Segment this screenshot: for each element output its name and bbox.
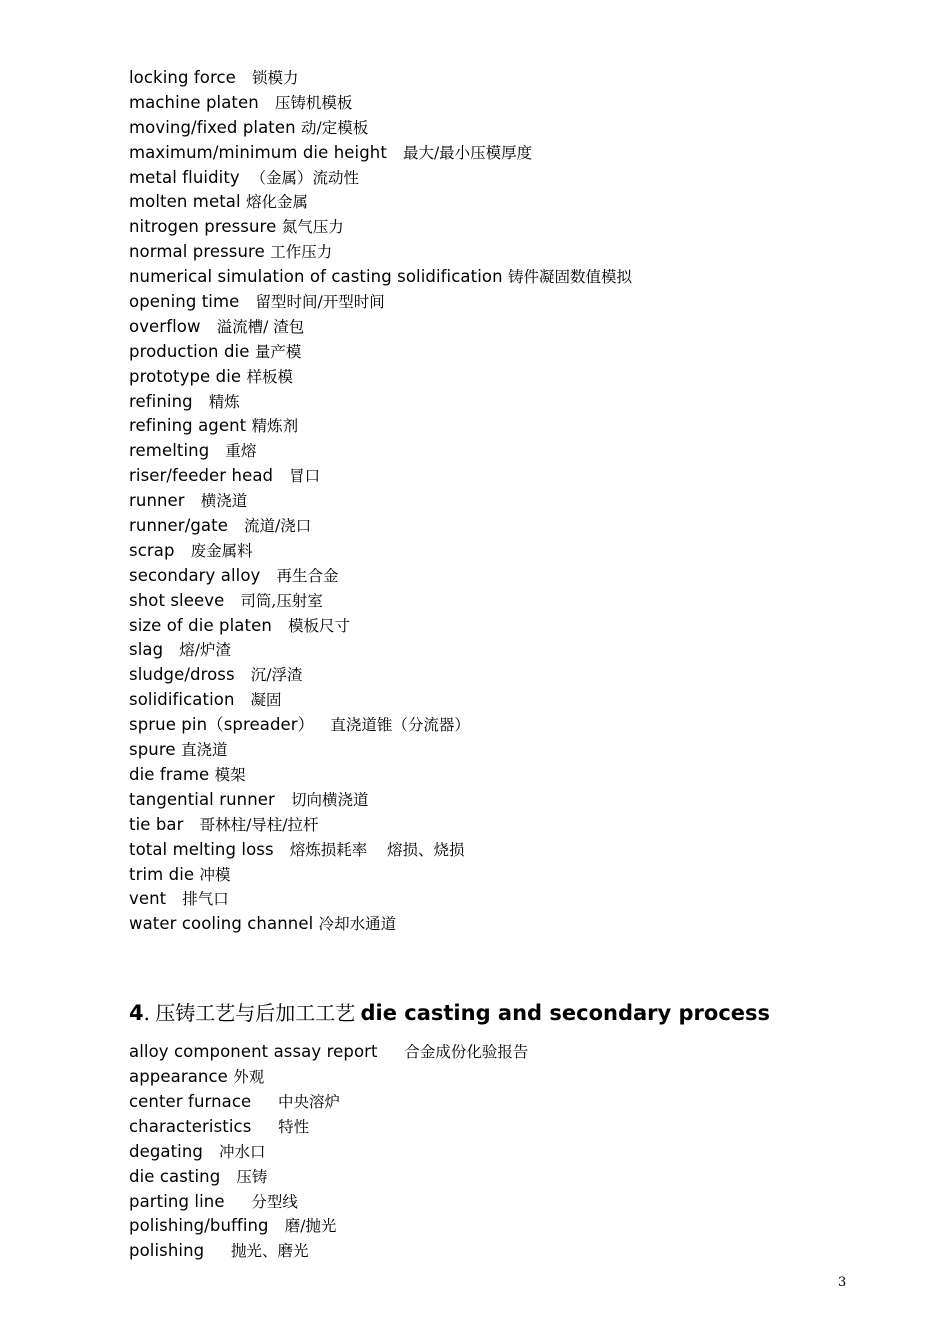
term-english: locking force (129, 68, 236, 87)
term-chinese: 冒口 (289, 467, 321, 486)
term-english: refining (129, 391, 193, 411)
section-4-list (129, 1040, 889, 1264)
term-chinese: 铸件凝固数值模拟 (508, 268, 633, 287)
term-chinese: 抛光、磨光 (230, 1242, 309, 1261)
term-entry (129, 863, 889, 888)
term-chinese: 氮气压力 (281, 218, 344, 237)
term-entry (129, 589, 889, 614)
term-chinese: 分型线 (251, 1192, 298, 1211)
section-number-dot: . (143, 1001, 150, 1026)
term-separator (275, 790, 291, 809)
term-chinese: 再生合金 (276, 566, 339, 585)
term-entry (129, 464, 889, 489)
term-chinese: 凝固 (250, 691, 282, 710)
term-separator (175, 541, 191, 560)
term-entry (129, 116, 889, 141)
term-chinese: 合金成份化验报告 (404, 1043, 529, 1062)
term-chinese: 流道/浇口 (244, 517, 312, 536)
term-english: refining agent (129, 416, 247, 436)
term-english: prototype die (129, 366, 242, 386)
term-chinese: 模板尺寸 (287, 616, 350, 635)
term-entry (129, 265, 889, 290)
term-english: polishing/buffing (129, 1216, 269, 1236)
term-english: polishing (129, 1241, 205, 1261)
term-entry (129, 215, 889, 240)
term-entry (129, 1140, 889, 1165)
term-chinese: 溢流槽/ 渣包 (216, 317, 305, 336)
term-chinese: 样板模 (246, 367, 294, 386)
term-separator (235, 665, 251, 684)
term-english: trim die (129, 864, 195, 884)
term-english: sludge/dross (129, 665, 235, 685)
term-separator (209, 441, 225, 460)
term-entry (129, 887, 889, 912)
section-number: 4 (129, 1001, 144, 1026)
term-english: characteristics (129, 1116, 252, 1136)
term-chinese: 工作压力 (270, 243, 333, 262)
term-english: sprue pin（spreader） (129, 715, 315, 735)
term-chinese: 冲模 (199, 865, 231, 884)
term-entry (129, 365, 889, 390)
term-entry (129, 141, 889, 166)
term-chinese: 压铸 (236, 1167, 268, 1186)
term-entry (129, 489, 889, 514)
term-english: overflow (129, 316, 201, 336)
term-entry (129, 688, 889, 713)
term-separator (203, 1142, 219, 1161)
document-page (129, 66, 889, 1264)
term-separator (378, 1042, 405, 1061)
term-separator (166, 889, 182, 908)
term-separator (163, 640, 179, 659)
term-separator (387, 143, 403, 162)
term-english: maximum/minimum die height (129, 142, 387, 162)
term-separator (260, 566, 276, 585)
term-english: vent (129, 889, 167, 909)
term-english: opening time (129, 292, 240, 312)
term-chinese: 锁模力 (251, 69, 299, 87)
term-chinese: 量产模 (254, 342, 302, 361)
term-chinese: 磨/抛光 (284, 1217, 337, 1236)
term-english: water cooling channel (129, 914, 314, 934)
term-english: normal pressure (129, 242, 265, 262)
term-english: secondary alloy (129, 565, 261, 585)
term-entry (129, 190, 889, 215)
term-english: numerical simulation of casting solidification (129, 267, 503, 287)
term-separator (274, 840, 290, 859)
term-chinese: 司筒,压射室 (240, 591, 323, 610)
term-separator (193, 392, 209, 411)
term-english: scrap (129, 540, 175, 560)
term-english: alloy component assay report (129, 1042, 378, 1062)
term-entry (129, 1214, 889, 1239)
term-separator (235, 690, 251, 709)
term-separator (251, 1117, 278, 1136)
term-chinese: 冷却水通道 (318, 915, 397, 934)
term-entry (129, 763, 889, 788)
term-separator (220, 1167, 236, 1186)
term-english: runner/gate (129, 516, 228, 536)
term-separator (239, 292, 255, 311)
term-entry (129, 1239, 889, 1264)
term-english: riser/feeder head (129, 466, 274, 486)
term-entry (129, 1190, 889, 1215)
term-english: runner (129, 491, 185, 511)
section-4-heading (129, 994, 889, 1032)
term-separator (204, 1241, 231, 1260)
term-separator (251, 1092, 278, 1111)
term-english: appearance (129, 1067, 228, 1087)
term-separator (201, 317, 217, 336)
section-title-en: die casting and secondary process (360, 1001, 771, 1026)
section-title-zh: 压铸工艺与后加工工艺 (155, 1001, 356, 1026)
term-entry (129, 315, 889, 340)
term-separator (185, 491, 201, 510)
term-entry (129, 414, 889, 439)
term-entry (129, 166, 889, 191)
term-entry (129, 813, 889, 838)
term-entry (129, 838, 889, 863)
section-gap (129, 937, 889, 994)
term-english: production die (129, 341, 250, 361)
term-english: slag (129, 640, 164, 660)
term-separator (259, 93, 275, 112)
term-english: die casting (129, 1166, 221, 1186)
term-english: parting line (129, 1191, 225, 1211)
term-entry (129, 638, 889, 663)
term-chinese: 重熔 (225, 442, 257, 461)
term-chinese: 留型时间/开型时间 (255, 293, 385, 312)
term-chinese: 动/定模板 (301, 118, 369, 137)
term-separator (236, 68, 252, 87)
term-chinese: 排气口 (182, 890, 229, 909)
term-chinese: 熔炼损耗率 熔损、烧损 (289, 840, 465, 859)
term-english: machine platen (129, 92, 259, 112)
term-chinese: 特性 (278, 1117, 310, 1136)
term-chinese: 中央溶炉 (278, 1092, 341, 1111)
term-english: die frame (129, 764, 210, 784)
term-chinese: 最大/最小压模厚度 (402, 143, 533, 162)
term-entry (129, 713, 889, 738)
term-entry (129, 738, 889, 763)
term-entry (129, 1090, 889, 1115)
term-english: tangential runner (129, 789, 275, 809)
term-separator (228, 516, 244, 535)
term-entry (129, 240, 889, 265)
term-chinese: 废金属料 (190, 541, 253, 560)
term-chinese: 沉/浮渣 (250, 666, 303, 685)
term-separator (184, 815, 200, 834)
term-entry (129, 390, 889, 415)
term-entry (129, 91, 889, 116)
term-entry (129, 1065, 889, 1090)
term-separator (272, 616, 288, 635)
term-chinese: 压铸机模板 (274, 93, 353, 112)
term-english: moving/fixed platen (129, 117, 296, 137)
term-entry (129, 514, 889, 539)
glossary-list (129, 66, 889, 937)
term-chinese: 冲水口 (219, 1142, 266, 1161)
term-english: metal fluidity (129, 167, 240, 187)
term-separator (240, 168, 251, 187)
term-separator (273, 466, 289, 485)
term-chinese: 横浇道 (200, 492, 248, 511)
term-separator (225, 1192, 252, 1211)
term-chinese: 外观 (233, 1068, 265, 1087)
term-english: center furnace (129, 1091, 252, 1111)
term-entry (129, 663, 889, 688)
page-number: 3 (838, 1275, 847, 1290)
term-english: molten metal (129, 192, 241, 212)
term-english: remelting (129, 441, 210, 461)
term-english: shot sleeve (129, 590, 225, 610)
term-english: solidification (129, 690, 235, 710)
term-separator (314, 715, 330, 734)
term-entry (129, 1040, 889, 1065)
term-english: spure (129, 740, 176, 760)
term-chinese: 直浇道锥（分流器） (330, 716, 470, 735)
term-entry (129, 614, 889, 639)
term-chinese: 熔化金属 (246, 193, 309, 212)
term-entry (129, 439, 889, 464)
term-chinese: 精炼剂 (251, 417, 299, 436)
term-entry (129, 66, 889, 91)
term-english: nitrogen pressure (129, 217, 277, 237)
term-chinese: 直浇道 (180, 741, 228, 760)
term-entry (129, 1115, 889, 1140)
term-chinese: 模架 (214, 765, 246, 784)
term-chinese: （金属）流动性 (250, 168, 359, 187)
term-separator (269, 1216, 285, 1235)
term-entry (129, 564, 889, 589)
term-chinese: 熔/炉渣 (179, 641, 231, 660)
term-english: degating (129, 1141, 203, 1161)
term-english: total melting loss (129, 839, 274, 859)
term-english: size of die platen (129, 615, 272, 635)
term-entry (129, 1165, 889, 1190)
term-chinese: 哥林柱/导柱/拉杆 (199, 815, 319, 834)
term-english: tie bar (129, 814, 184, 834)
term-entry (129, 539, 889, 564)
term-entry (129, 788, 889, 813)
term-chinese: 切向横浇道 (290, 790, 369, 809)
term-entry (129, 912, 889, 937)
term-chinese: 精炼 (208, 392, 240, 411)
term-entry (129, 290, 889, 315)
term-entry (129, 340, 889, 365)
term-separator (224, 591, 240, 610)
